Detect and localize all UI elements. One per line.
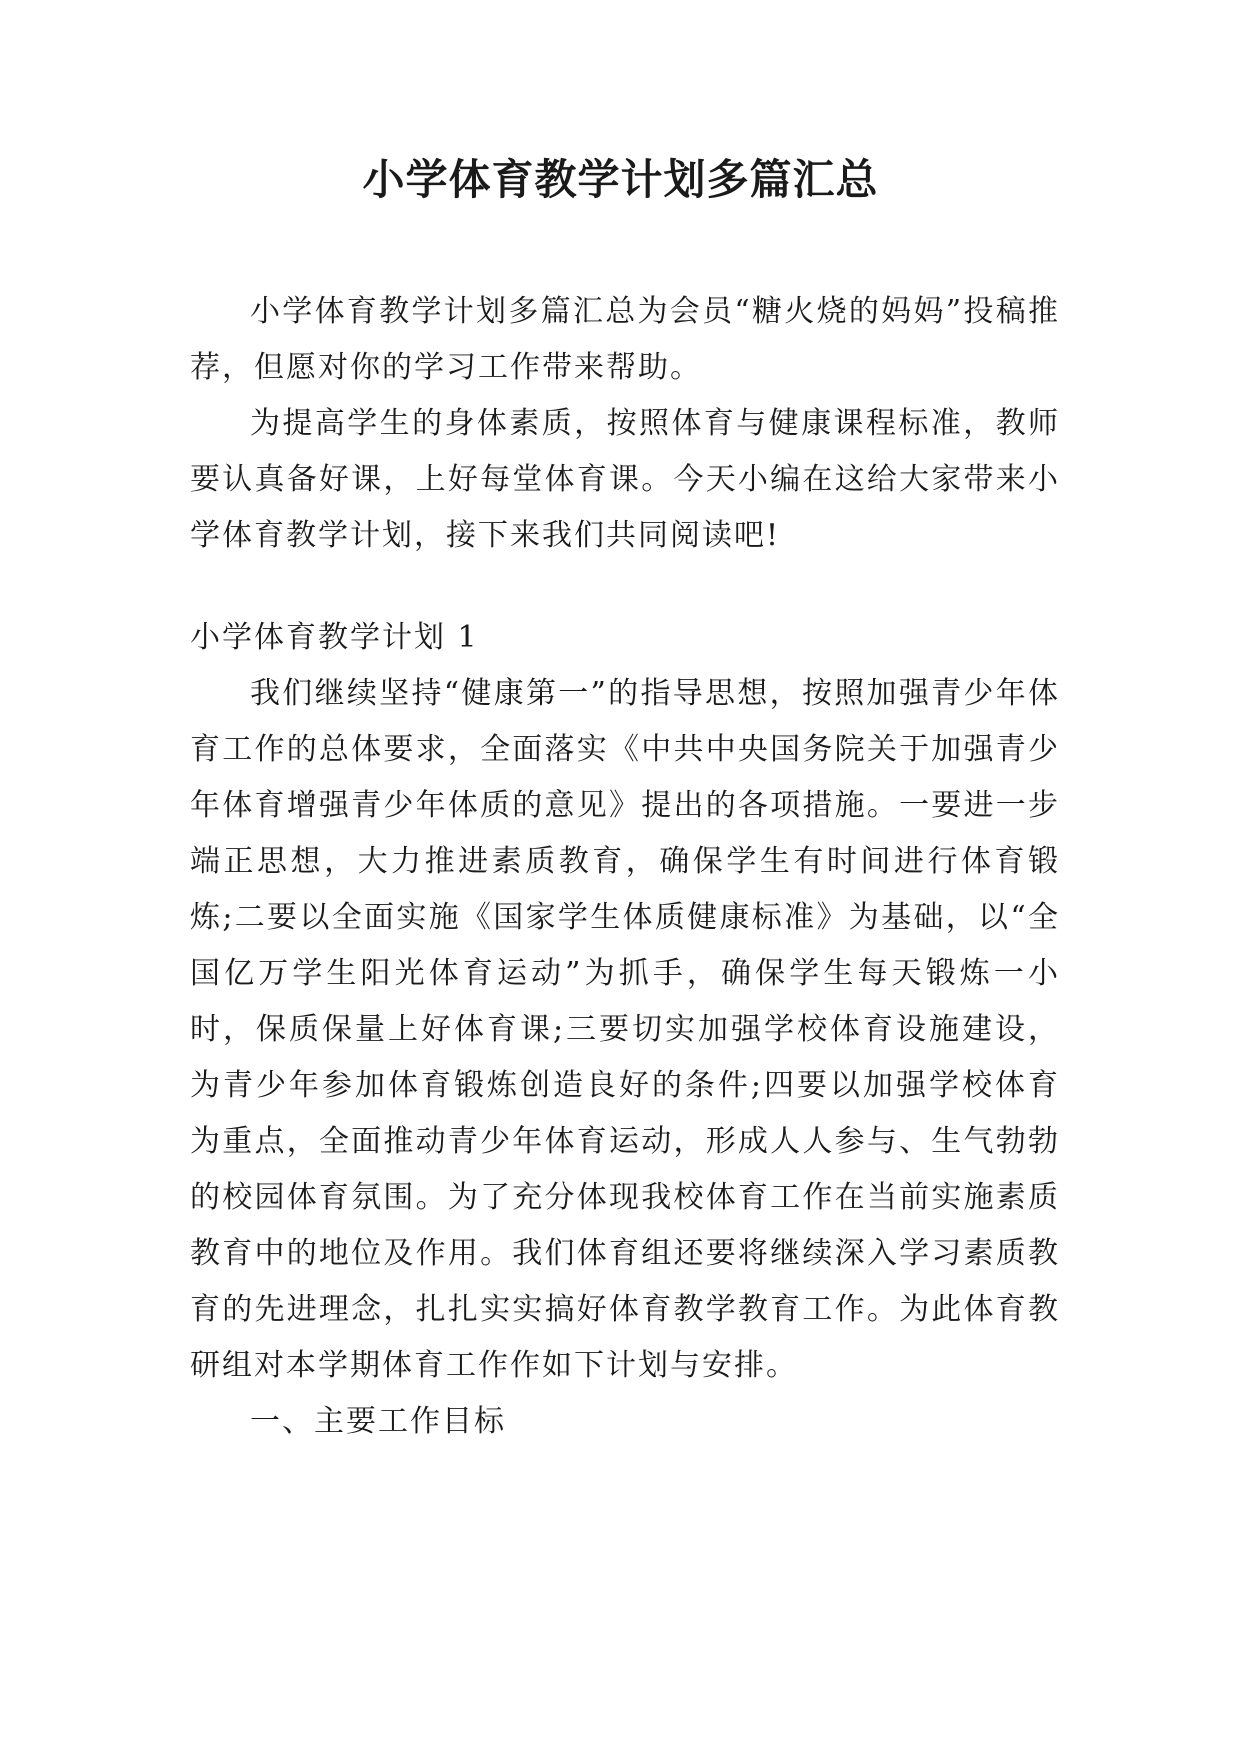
section-paragraph: 我们继续坚持“健康第一”的指导思想，按照加强青少年体育工作的总体要求，全面落实《中共中央国务院关于加强青少年体育增强青少年体质的意见》提出的各项措施。一要进一步端正思想，大力推进素质教育，确保学生有时间进行体育锻炼;二要以全面实施《国家学生体质健康标准》为基础，以“全国亿万学生阳光体育运动”为抓手，确保学生每天锻炼一小时，保质保量上好体育课;三要切实加强学校体育设施建设，为青少年参加体育锻炼创造良好的条件;四要以加强学校体育为重点，全面推动青少年体育运动，形成人人参与、生气勃勃的校园体育氛围。为了充分体现我校体育工作在当前实施素质教育中的地位及作用。我们体育组还要将继续深入学习素质教育的先进理念，扎扎实实搞好体育教学教育工作。为此体育教研组对本学期体育工作作如下计划与安排。 [190,676,1060,1383]
document-title: 小学体育教学计划多篇汇总 [362,155,879,204]
intro-paragraph-1: 小学体育教学计划多篇汇总为会员“糖火烧的妈妈”投稿推荐，但愿对你的学习工作带来帮助。 [190,294,1060,385]
document-body [190,284,1060,1450]
section-subheading: 一、主要工作目标 [250,1404,506,1439]
intro-paragraph-2: 为提高学生的身体素质，按照体育与健康课程标准，教师要认真备好课，上好每堂体育课。今天小编在这给大家带来小学体育教学计划，接下来我们共同阅读吧! [190,406,1060,553]
section-heading: 小学体育教学计划 1 [190,620,479,655]
